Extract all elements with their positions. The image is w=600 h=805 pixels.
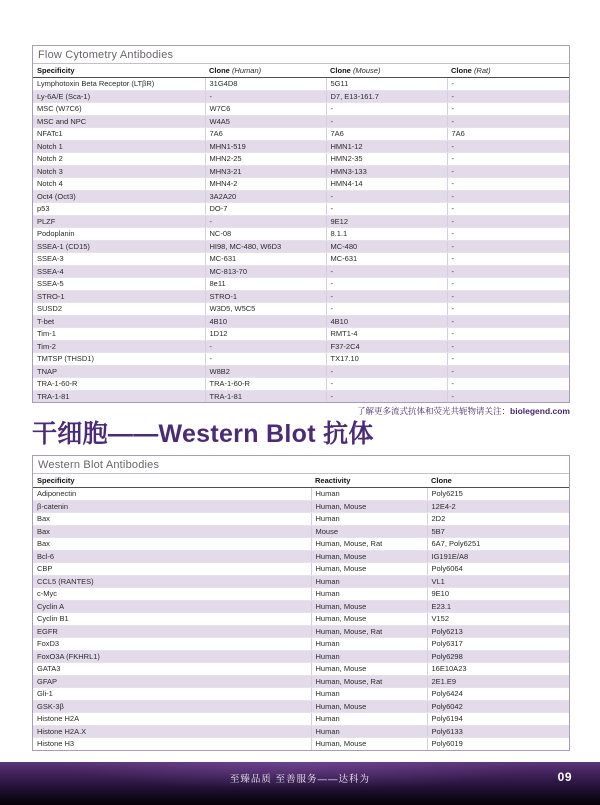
table-row [33,575,569,588]
table-cell: Cyclin A [33,600,311,613]
table-cell: Poly6213 [427,625,569,638]
table-cell: - [326,365,447,378]
table-cell: Tim-1 [33,328,205,341]
table-cell: Cyclin B1 [33,613,311,626]
table-row [33,115,569,128]
table-cell: IG191E/A8 [427,550,569,563]
table-cell: 5B7 [427,525,569,538]
table-cell: Poly6298 [427,650,569,663]
table-cell: PLZF [33,215,205,228]
table-cell: TRA-1-81 [205,390,326,402]
table-cell: - [447,190,569,203]
table-row [33,525,569,538]
table-cell: GFAP [33,675,311,688]
western-blot-table-section [32,455,570,751]
table-cell: p53 [33,203,205,216]
table-cell: - [447,215,569,228]
table-cell: TRA-1-60-R [33,378,205,391]
biolegend-note [32,406,570,416]
table-cell: 6A7, Poly6251 [427,538,569,551]
table-cell: HMN3-133 [326,165,447,178]
table-row [33,103,569,116]
table-row [33,240,569,253]
table-cell: - [447,303,569,316]
table-cell: Human [311,725,427,738]
table-row [33,265,569,278]
column-header-reactivity: Reactivity [311,474,427,488]
table-cell: - [447,165,569,178]
section-heading: 干细胞——Western Blot 抗体 [32,420,374,448]
table-cell: - [447,353,569,366]
table-cell: Bax [33,525,311,538]
table-row [33,328,569,341]
table-row [33,638,569,651]
table-row [33,165,569,178]
table-cell: Podoplanin [33,228,205,241]
table-cell: 3A2A20 [205,190,326,203]
table-cell: - [447,140,569,153]
table-cell: Human, Mouse [311,700,427,713]
table-row [33,688,569,701]
table-cell: Poly6317 [427,638,569,651]
column-header-clone-mouse: Clone (Mouse) [326,64,447,78]
table-cell: Notch 3 [33,165,205,178]
table-cell: - [205,90,326,103]
table-row [33,538,569,551]
table-cell: E23.1 [427,600,569,613]
table-cell: 8.1.1 [326,228,447,241]
table-cell: Poly6019 [431,739,463,748]
table-cell: Human, Mouse [311,500,427,513]
table-cell: TX17.10 [326,353,447,366]
table-row [33,663,569,676]
table-row [33,563,569,576]
column-header-clone-human: Clone (Human) [205,64,326,78]
footer-bar [0,762,600,805]
table-cell: - [447,378,569,391]
table-row [33,90,569,103]
table-row [33,613,569,626]
table-cell: 1D12 [205,328,326,341]
table-row [33,488,569,501]
table-cell: Human, Mouse [311,600,427,613]
table-row [33,738,569,750]
table-cell: 9E12 [326,215,447,228]
table-cell: VL1 [427,575,569,588]
table-cell: Adiponectin [33,488,311,501]
table-cell: - [326,303,447,316]
column-header-clone: Clone [427,474,569,488]
table-cell: SUSD2 [33,303,205,316]
table-cell: Human [311,488,427,501]
table-row [33,128,569,141]
table-cell: Bax [33,513,311,526]
table-cell: Human [311,688,427,701]
table-cell: Poly6133 [427,725,569,738]
table-row [33,303,569,316]
table-cell: Human [311,513,427,526]
column-header-specificity: Specificity [33,64,205,78]
western-blot-table [33,474,569,750]
biolegend-url: biolegend.com [510,406,570,416]
table-cell: STRO-1 [205,290,326,303]
table-row [33,700,569,713]
table-row [33,228,569,241]
table-cell: Human, Mouse, Rat [311,675,427,688]
table-row [33,588,569,601]
table-cell: NFATc1 [33,128,205,141]
table-row [33,203,569,216]
table-cell: Human, Mouse, Rat [311,538,427,551]
table-cell: DO-7 [205,203,326,216]
table-cell: SSEA-5 [33,278,205,291]
table-cell: GATA3 [33,663,311,676]
table-cell: Tim-2 [33,340,205,353]
table-cell: - [447,228,569,241]
table-cell: 4B10 [205,315,326,328]
table-row [33,153,569,166]
table-cell: - [447,203,569,216]
table-cell: SSEA-3 [33,253,205,266]
table-cell: - [447,115,569,128]
table-cell: T-bet [33,315,205,328]
table-cell: - [447,315,569,328]
table-cell: TRA-1-60-R [205,378,326,391]
table-cell: HI98, MC-480, W6D3 [205,240,326,253]
page-number: 09 [557,770,572,784]
table-cell: - [326,115,447,128]
table-cell: Bax [33,538,311,551]
table-row [33,353,569,366]
table-cell: - [326,203,447,216]
table-row [33,315,569,328]
table-cell: - [447,253,569,266]
table-cell: W4A5 [205,115,326,128]
table-cell: MC-813-70 [205,265,326,278]
table-cell: - [447,78,569,91]
table-cell: Lymphotoxin Beta Receptor (LTβR) [33,78,205,91]
table-row [33,550,569,563]
table-row [33,215,569,228]
table-cell: Histone H2A.X [33,725,311,738]
flow-table-header-row [33,64,569,78]
table-cell: MHN1-519 [205,140,326,153]
table-cell: TNAP [33,365,205,378]
table-cell: 2D2 [427,513,569,526]
table-cell: HMN4-14 [326,178,447,191]
table-cell: - [447,328,569,341]
table-cell: Human, Mouse [311,563,427,576]
table-cell: 12E4-2 [427,500,569,513]
table-row [33,178,569,191]
table-row [33,253,569,266]
table-cell: MSC (W7C6) [33,103,205,116]
table-cell: 8e11 [205,278,326,291]
table-cell: TMTSP (THSD1) [33,353,205,366]
table-row [33,378,569,391]
table-cell: Human [311,575,427,588]
table-cell: TRA-1-81 [33,390,205,402]
table-cell: MHN2-25 [205,153,326,166]
table-cell: - [326,265,447,278]
table-cell: Human, Mouse [311,613,427,626]
table-cell: 9E10 [427,588,569,601]
table-cell: GSK-3β [33,700,311,713]
table-cell: FoxO3A (FKHRL1) [33,650,311,663]
table-cell: - [326,390,447,402]
table-cell: SSEA-1 (CD15) [33,240,205,253]
flow-table-title: Flow Cytometry Antibodies [33,46,569,64]
table-cell: Human, Mouse, Rat [311,625,427,638]
table-cell: MC-631 [326,253,447,266]
table-cell: SSEA-4 [33,265,205,278]
table-cell: - [447,340,569,353]
table-cell: - [447,290,569,303]
wb-table-header-row [33,474,569,488]
table-cell: 2E1.E9 [427,675,569,688]
table-cell: c-Myc [33,588,311,601]
note-text: 了解更多流式抗体和荧光共轭物请关注： [357,406,511,416]
table-row [33,340,569,353]
table-cell: - [326,378,447,391]
table-cell: CCL5 (RANTES) [33,575,311,588]
table-cell: Notch 4 [33,178,205,191]
table-cell: Poly6215 [427,488,569,501]
table-cell: FoxD3 [33,638,311,651]
table-cell: Poly6064 [427,563,569,576]
table-cell: MHN4-2 [205,178,326,191]
wb-table-title: Western Blot Antibodies [33,456,569,474]
table-cell: STRO-1 [33,290,205,303]
table-cell: MHN3-21 [205,165,326,178]
table-cell: NC-08 [205,228,326,241]
table-cell: Human, Mouse [311,663,427,676]
table-row [33,278,569,291]
table-row [33,78,569,91]
table-cell: W3D5, W5C5 [205,303,326,316]
table-cell: Ly-6A/E (Sca-1) [33,90,205,103]
flow-cytometry-table [33,64,569,402]
table-cell: CBP [33,563,311,576]
table-row [33,390,569,402]
table-row [33,500,569,513]
table-row [33,290,569,303]
table-cell: - [447,265,569,278]
table-cell: - [447,90,569,103]
table-row [33,190,569,203]
table-cell: Poly6042 [427,700,569,713]
table-cell: Histone H3 [33,738,311,750]
table-cell: - [447,103,569,116]
table-cell: - [326,290,447,303]
table-cell: - [326,190,447,203]
table-row [33,600,569,613]
table-cell: 7A6 [205,128,326,141]
table-cell: MSC and NPC [33,115,205,128]
table-cell: Gli-1 [33,688,311,701]
footer-tagline: 至臻品质 至善服务——达科为 [229,774,371,785]
table-row [33,650,569,663]
table-cell: Bcl-6 [33,550,311,563]
table-cell: Notch 2 [33,153,205,166]
table-cell: F37-2C4 [326,340,447,353]
table-cell: 16E10A23 [427,663,569,676]
table-cell: Human, Mouse [311,550,427,563]
table-cell: 4B10 [326,315,447,328]
table-cell: - [451,391,454,401]
table-cell: Poly6194 [427,713,569,726]
table-cell: D7, E13-161.7 [326,90,447,103]
table-cell: - [205,340,326,353]
table-cell: - [205,215,326,228]
table-cell: Oct4 (Oct3) [33,190,205,203]
table-cell: - [447,240,569,253]
flow-cytometry-table-section [32,45,570,403]
table-cell: W8B2 [205,365,326,378]
table-cell: HMN2-35 [326,153,447,166]
table-cell: Human [311,713,427,726]
table-row [33,365,569,378]
table-cell: - [447,178,569,191]
table-row [33,140,569,153]
table-cell: - [326,103,447,116]
table-cell: RMT1-4 [326,328,447,341]
table-cell: - [326,278,447,291]
table-cell: 31G4D8 [205,78,326,91]
page-content [32,45,570,751]
table-row [33,713,569,726]
table-cell: Histone H2A [33,713,311,726]
table-cell: W7C6 [205,103,326,116]
table-cell: MC-480 [326,240,447,253]
table-cell: 5G11 [326,78,447,91]
table-cell: Human [311,588,427,601]
table-cell: β-catenin [33,500,311,513]
table-cell: V152 [427,613,569,626]
table-cell: HMN1-12 [326,140,447,153]
table-cell: Human [311,650,427,663]
table-cell: Human [311,638,427,651]
table-cell: - [447,365,569,378]
table-cell: 7A6 [326,128,447,141]
table-cell: 7A6 [447,128,569,141]
table-cell: Mouse [311,525,427,538]
table-cell: - [447,278,569,291]
table-cell: Poly6424 [427,688,569,701]
table-cell: Human, Mouse [311,738,427,750]
table-row [33,725,569,738]
column-header-specificity: Specificity [33,474,311,488]
table-cell: - [205,353,326,366]
table-cell: Notch 1 [33,140,205,153]
table-row [33,625,569,638]
table-row [33,675,569,688]
table-cell: EGFR [33,625,311,638]
table-cell: - [447,153,569,166]
table-cell: MC-631 [205,253,326,266]
table-row [33,513,569,526]
column-header-clone-rat: Clone (Rat) [447,64,569,78]
